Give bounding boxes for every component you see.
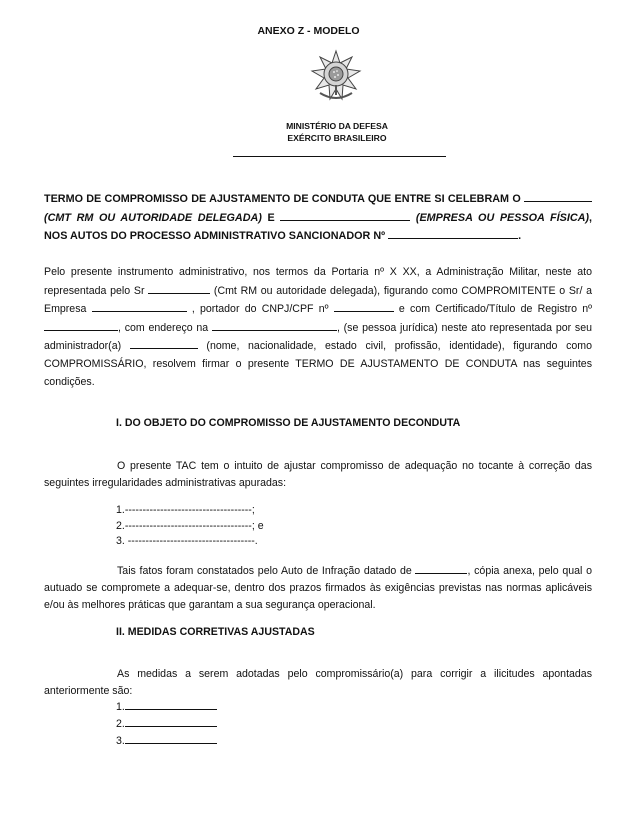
blank-field (130, 337, 198, 349)
list-item (116, 732, 217, 749)
intro-text: (Cmt RM ou autoridade delegada), figurando como COMPROMITENTE o Sr/ a Empresa (44, 284, 592, 316)
list-item: 1.------------------------------------; (116, 504, 255, 516)
list-item (116, 715, 217, 732)
term-title-authority: (CMT RM OU AUTORIDADE DELEGADA) (44, 211, 262, 224)
blank-field (125, 698, 217, 710)
blank-field (415, 562, 467, 574)
blank-field (125, 715, 217, 727)
facts-paragraph (44, 562, 592, 614)
facts-text: Tais fatos foram constatados pelo Auto de Infração datado de (117, 565, 416, 577)
blank-field (92, 300, 187, 312)
blank-field (524, 190, 592, 202)
ministry-header (0, 120, 617, 144)
ministry-name: MINISTÉRIO DA DEFESA (286, 121, 388, 131)
section-2-paragraph: As medidas a serem adotadas pelo compromissário(a) para corrigir a ilicitudes apontadas anteriormente são: (44, 668, 592, 697)
blank-field (148, 282, 210, 294)
term-title-text: E (261, 211, 281, 224)
list-item: 2.------------------------------------; e (116, 519, 264, 532)
section-1-paragraph: O presente TAC tem o intuito de ajustar compromisso de adequação no tocante à correção das seguintes irregularidades administrativas apuradas: (44, 460, 592, 489)
list-item-number: 1. (116, 701, 125, 713)
blank-field (44, 319, 118, 331)
blank-field (212, 319, 337, 331)
facts-text: , cópia anexa, pelo qual o autuado se compromete a adequar-se, dentro dos prazos firmados às exigências previstas nas normas aplicáveis e/ou às melhores práticas que garantam a sua segurança operacional. (44, 565, 592, 611)
list-item (116, 698, 217, 715)
section-1-heading: I. DO OBJETO DO COMPROMISSO DE AJUSTAMENTO DECONDUTA (116, 417, 461, 429)
blank-field (388, 227, 518, 239)
term-title-text: TERMO DE COMPROMISSO DE AJUSTAMENTO DE CONDUTA QUE ENTRE SI CELEBRAM O (44, 193, 524, 205)
term-title (44, 190, 592, 246)
intro-text: , (se pessoa jurídica) neste ato representada por seu administrador(a) (44, 321, 592, 353)
blank-field (280, 209, 410, 221)
intro-paragraph (44, 264, 592, 391)
blank-field (125, 732, 217, 744)
list-item-number: 3. (116, 735, 125, 747)
army-name: EXÉRCITO BRASILEIRO (287, 133, 387, 143)
header-divider (233, 156, 446, 157)
annex-title: ANEXO Z - MODELO (257, 25, 360, 37)
term-title-company: (EMPRESA OU PESSOA FÍSICA) (415, 211, 590, 224)
irregularities-list (116, 503, 264, 550)
term-title-text: , NOS AUTOS DO PROCESSO ADMINISTRATIVO SANCIONADOR Nº (44, 211, 593, 242)
intro-text: , portador do CNPJ/CPF nº (186, 303, 334, 316)
term-title-text: . (518, 230, 522, 242)
intro-text: Pelo presente instrumento administrativo, nos termos da Portaria nº X XX, a Administração Militar, neste ato representada pelo Sr (44, 266, 592, 297)
intro-text: , com endereço na (118, 321, 212, 334)
measures-list (116, 698, 217, 749)
list-item-number: 2. (116, 718, 125, 730)
intro-text: (nome, nacionalidade, estado civil, profissão, identidade), figurando como COMPROMISSÁRIO, resolvem firmar o presente TERMO DE AJUSTAMENTO DE CONDUTA nas seguintes condições. (44, 340, 592, 388)
section-2-heading: II. MEDIDAS CORRETIVAS AJUSTADAS (116, 626, 315, 638)
blank-field (334, 300, 394, 312)
brazil-coat-of-arms-icon (310, 49, 362, 101)
intro-text: e com Certificado/Título de Registro nº (393, 303, 592, 316)
list-item: 3. ------------------------------------. (116, 535, 258, 547)
